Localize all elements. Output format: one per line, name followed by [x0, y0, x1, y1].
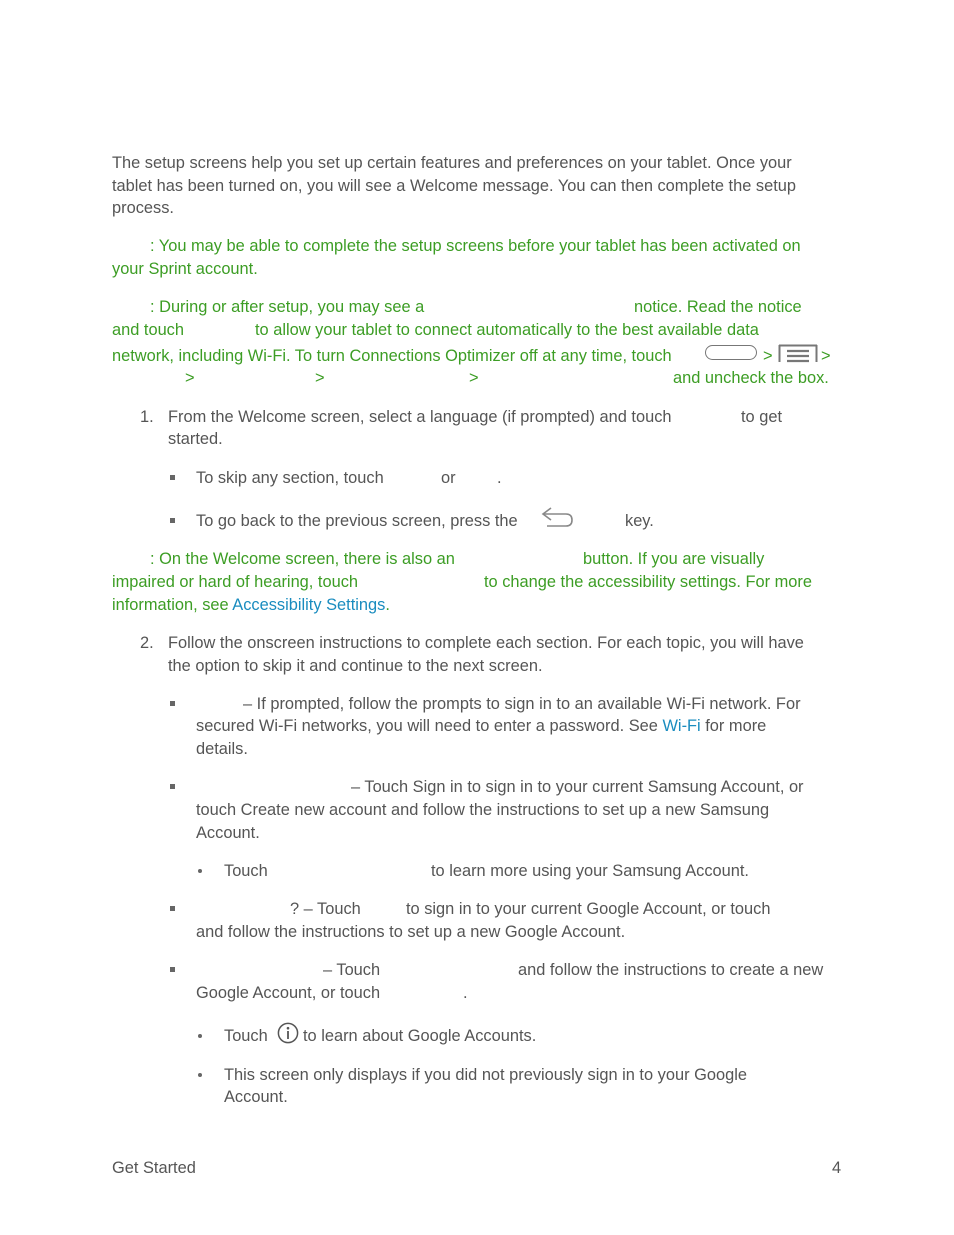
google-line-2: and follow the instructions to set up a new Google Account. [196, 923, 626, 941]
note2-line-1b: notice. Read the notice [634, 298, 802, 316]
intro-line-3: process. [112, 199, 174, 217]
make-line-1a: – Touch [323, 961, 381, 979]
make-sub2-line-2: Account. [224, 1088, 288, 1106]
bullet-dot [198, 1034, 202, 1038]
step2-line-2: the option to skip it and continue to the next screen. [168, 657, 543, 675]
wifi-line-2b: for more [705, 717, 767, 735]
step1-sub1c: . [497, 469, 502, 487]
make-line-2a: Google Account, or touch [196, 984, 381, 1002]
bullet-square [170, 475, 175, 480]
note3-line-3 [112, 597, 390, 613]
note3-line-1a: : On the Welcome screen, there is also an [150, 550, 455, 568]
note3-line-2b: to change the accessibility settings. For more [484, 573, 812, 591]
bullet-dot [198, 869, 202, 873]
note2-gt-3: > [185, 369, 195, 387]
wifi-line-2 [196, 718, 766, 734]
back-key-icon [539, 505, 575, 529]
intro-line-1: The setup screens help you set up certain features and preferences on your tablet. Once your [112, 154, 792, 172]
samsung-line-3: Account. [196, 824, 260, 842]
bullet-square [170, 518, 175, 523]
note2-gt-2: > [821, 347, 831, 365]
page-number: 4 [832, 1159, 842, 1177]
note2-line-4-end: and uncheck the box. [673, 369, 829, 387]
make-line-1b: and follow the instructions to create a new [518, 961, 824, 979]
note2-gt-5: > [469, 369, 479, 387]
step2-line-1: Follow the onscreen instructions to complete each section. For each topic, you will have [168, 634, 804, 652]
note2-line-2b: to allow your tablet to connect automatically to the best available data [255, 321, 759, 339]
bullet-square [170, 784, 175, 789]
home-key-icon [705, 345, 757, 360]
step1-number: 1. [140, 408, 154, 426]
make-sub1b: to learn about Google Accounts. [303, 1027, 537, 1045]
note1-line-2: your Sprint account. [112, 260, 258, 278]
note1-line-1: : You may be able to complete the setup screens before your tablet has been activated on [150, 237, 801, 255]
note3-line-1b: button. If you are visually [583, 550, 765, 568]
intro-line-2: tablet has been turned on, you will see a Welcome message. You can then complete the setup [112, 177, 796, 195]
step1-sub1a: To skip any section, touch [196, 469, 384, 487]
bullet-square [170, 701, 175, 706]
bullet-square [170, 967, 175, 972]
note2-line-3a: network, including Wi-Fi. To turn Connections Optimizer off at any time, touch [112, 347, 672, 365]
samsung-sub-b: to learn more using your Samsung Account. [431, 862, 749, 880]
accessibility-settings-link[interactable]: Accessibility Settings [232, 596, 386, 614]
google-line-1b: to sign in to your current Google Account, or touch [406, 900, 771, 918]
step1-line-1b: to get [741, 408, 783, 426]
wifi-line-2a: secured Wi-Fi networks, you will need to enter a password. See [196, 717, 658, 735]
step1-line-1a: From the Welcome screen, select a language (if prompted) and touch [168, 408, 672, 426]
note2-line-1a: : During or after setup, you may see a [150, 298, 425, 316]
menu-key-icon [778, 344, 818, 363]
make-sub1a: Touch [224, 1027, 268, 1045]
samsung-line-1: – Touch Sign in to sign in to your current Samsung Account, or [351, 778, 804, 796]
bullet-dot [198, 1073, 202, 1077]
info-icon [277, 1022, 299, 1044]
wifi-link[interactable]: Wi-Fi [662, 717, 701, 735]
samsung-line-2: touch Create new account and follow the instructions to set up a new Samsung [196, 801, 770, 819]
note2-line-2a: and touch [112, 321, 184, 339]
wifi-line-1: – If prompted, follow the prompts to sign in to an available Wi-Fi network. For [243, 695, 801, 713]
wifi-line-3: details. [196, 740, 248, 758]
make-sub2-line-1: This screen only displays if you did not previously sign in to your Google [224, 1066, 747, 1084]
note2-gt-1: > [763, 347, 773, 365]
step1-line-2: started. [168, 430, 223, 448]
step1-sub1b: or [441, 469, 456, 487]
make-line-2b: . [463, 984, 468, 1002]
note2-gt-4: > [315, 369, 325, 387]
note3-line-3b: . [385, 596, 390, 614]
note3-line-3a: information, see [112, 596, 229, 614]
step2-number: 2. [140, 634, 154, 652]
step1-sub2a: To go back to the previous screen, press the [196, 512, 518, 530]
bullet-square [170, 906, 175, 911]
note3-line-2a: impaired or hard of hearing, touch [112, 573, 359, 591]
footer-section: Get Started [112, 1159, 196, 1177]
step1-sub2b: key. [625, 512, 654, 530]
samsung-sub-a: Touch [224, 862, 268, 880]
google-line-1a: ? – Touch [290, 900, 361, 918]
